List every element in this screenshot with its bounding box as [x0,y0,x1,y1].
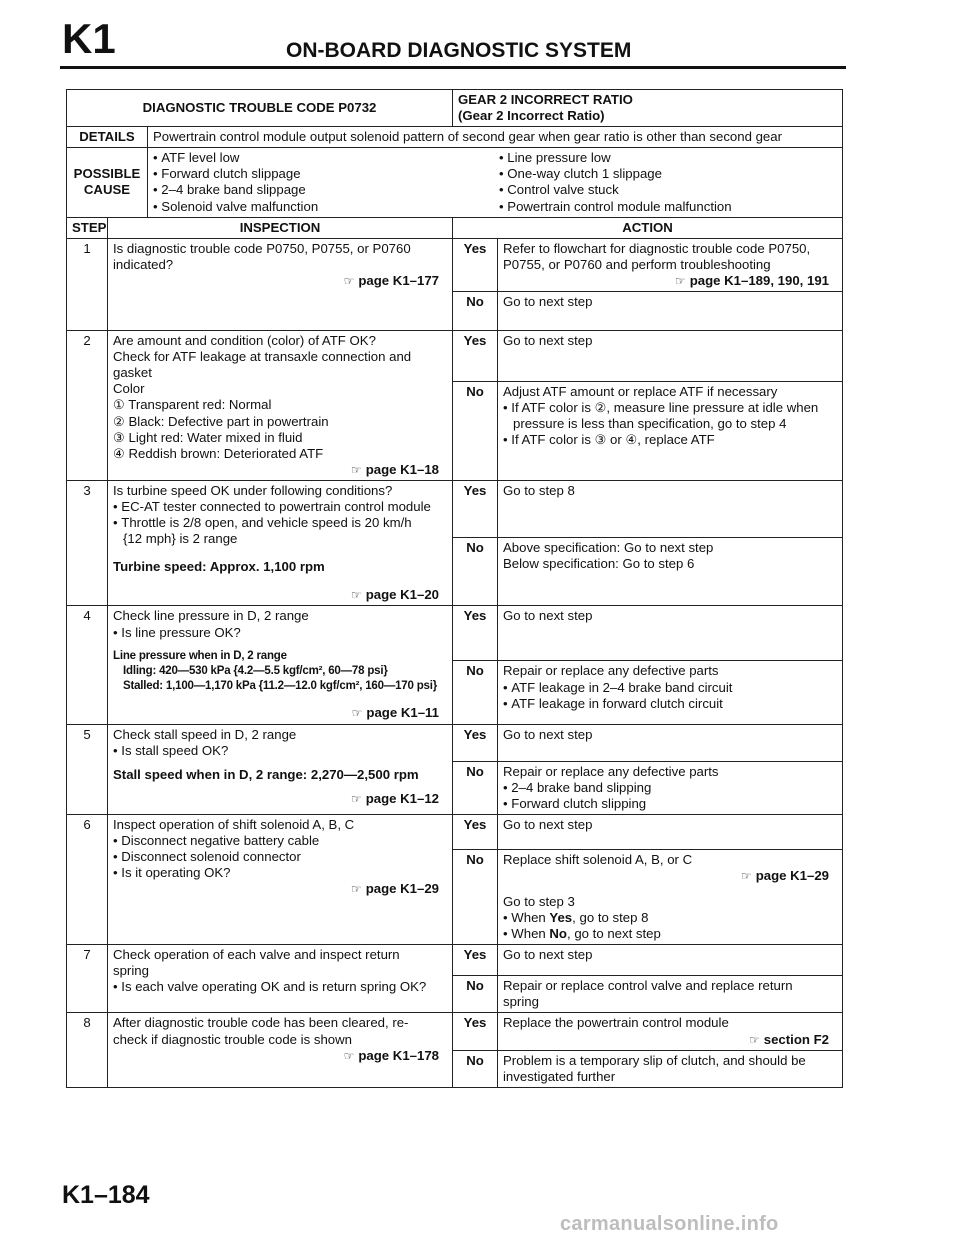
column-header-row [67,217,843,238]
possible-cause-label-line2: CAUSE [83,182,131,198]
step-row [67,331,843,382]
yes-label: Yes [453,945,498,976]
pointing-hand-icon: ☞ [350,791,362,806]
cause-item: • Forward clutch slippage [153,166,491,182]
step-row [67,606,843,661]
no-action [498,849,843,944]
pointing-hand-icon: ☞ [749,1032,760,1047]
no-label: No [453,382,498,481]
reference-text: page K1–178 [358,1047,439,1063]
action-line: Go to next step [503,294,593,310]
step-inspection [108,945,453,1013]
possible-cause-label-line1: POSSIBLE [73,166,141,182]
inspection-line: gasket [113,365,152,381]
cause-item: • One-way clutch 1 slippage [499,166,837,182]
inspection-line: ① Transparent red: Normal [113,397,272,413]
no-label: No [453,976,498,1013]
inspection-bullet: • Disconnect solenoid connector [113,849,447,865]
possible-cause-label [67,148,148,217]
step-row [67,945,843,976]
page-number: K1–184 [62,1181,150,1209]
action-line: Go to next step [503,947,593,963]
yes-label: Yes [453,1013,498,1050]
step-number: 8 [67,1013,108,1087]
col-inspection: INSPECTION [108,217,453,238]
action-line: Replace shift solenoid A, B, or C [503,851,693,867]
yes-label: Yes [453,724,498,761]
inspection-line: Are amount and condition (color) of ATF OK? [113,333,376,349]
inspection-bullet: • Throttle is 2/8 open, and vehicle speed is 20 km/h [113,515,447,531]
inspection-line: Check stall speed in D, 2 range [113,726,297,742]
diagnostic-table [66,89,843,1088]
inspection-bullet: • Is it operating OK? [113,865,447,881]
step-number: 5 [67,724,108,814]
inspection-bullet: • Disconnect negative battery cable [113,833,447,849]
yes-action [498,480,843,537]
reference [113,705,447,721]
action-line: spring [503,994,539,1010]
cause-item: • Control valve stuck [499,182,837,198]
yes-label: Yes [453,480,498,537]
step-row [67,724,843,761]
reference-text: page K1–177 [358,272,439,288]
dtc-label: DIAGNOSTIC TROUBLE CODE P0732 [67,90,453,127]
pointing-hand-icon: ☞ [343,273,355,288]
yes-action [498,814,843,849]
inspection-line: ④ Reddish brown: Deteriorated ATF [113,445,324,461]
inspection-spec: Stall speed when in D, 2 range: 2,270—2,500 rpm [113,766,419,782]
action-line: Repair or replace any defective parts [503,663,719,679]
action-line: Above specification: Go to next step [503,539,714,555]
inspection-line: Color [113,381,145,397]
details-text: Powertrain control module output solenoid pattern of second gear when gear ratio is other than second gear [148,127,843,148]
inspection-line: Is turbine speed OK under following conditions? [113,482,393,498]
inspection-line: Check operation of each valve and inspect return [113,947,400,963]
dtc-name [453,90,843,127]
action-line: Go to next step [503,333,593,349]
no-label: No [453,849,498,944]
no-action [498,382,843,481]
action-bullet: • If ATF color is ③ or ④, replace ATF [503,432,837,448]
inspection-bullet: • EC-AT tester connected to powertrain control module [113,499,447,515]
action-line: Go to next step [503,726,593,742]
step-number: 1 [67,238,108,330]
step-row [67,480,843,537]
inspection-line: {12 mph} is 2 range [123,531,238,547]
action-bullet [503,910,837,926]
no-label: No [453,537,498,606]
action-line: pressure is less than specification, go to step 4 [513,416,787,432]
inspection-line: Is diagnostic trouble code P0750, P0755, or P0760 [113,240,411,256]
yes-action [498,331,843,382]
step-number: 4 [67,606,108,724]
reference [503,1032,837,1048]
yes-action [498,606,843,661]
reference-text: section F2 [763,1031,829,1047]
inspection-spec: Line pressure when in D, 2 range [113,649,287,662]
step-number: 2 [67,331,108,481]
step-inspection [108,814,453,944]
cause-item: • Powertrain control module malfunction [499,199,837,215]
step-inspection [108,724,453,814]
pointing-hand-icon: ☞ [350,588,362,603]
possible-cause-row [67,148,843,217]
reference-text: page K1–29 [755,867,829,883]
action-line: Repair or replace control valve and replace return [503,978,793,994]
action-text-bold: No [549,926,567,942]
action-line: Adjust ATF amount or replace ATF if necessary [503,384,778,400]
inspection-bullet: • Is stall speed OK? [113,743,447,759]
action-bullet: • If ATF color is ②, measure line pressure at idle when [503,400,837,416]
col-action: ACTION [453,217,843,238]
yes-action [498,724,843,761]
pointing-hand-icon: ☞ [350,462,362,477]
action-line: Go to step 8 [503,482,575,498]
inspection-spec: Turbine speed: Approx. 1,100 rpm [113,559,325,575]
step-number: 3 [67,480,108,606]
pointing-hand-icon: ☞ [343,1048,355,1063]
yes-action [498,945,843,976]
dtc-row [67,90,843,127]
cause-item: • Line pressure low [499,150,837,166]
reference [113,791,447,807]
action-line: Go to next step [503,816,593,832]
no-label: No [453,761,498,814]
dtc-name-line1: GEAR 2 INCORRECT RATIO [458,92,633,107]
inspection-line: ③ Light red: Water mixed in fluid [113,429,303,445]
pointing-hand-icon: ☞ [350,882,362,897]
reference [113,273,447,289]
action-text: , go to next step [567,926,661,942]
cause-item: • Solenoid valve malfunction [153,199,491,215]
reference-text: page K1–189, 190, 191 [689,272,829,288]
pointing-hand-icon: ☞ [674,273,686,288]
inspection-bullet: • Is line pressure OK? [113,625,447,641]
no-action [498,1050,843,1087]
step-number: 6 [67,814,108,944]
action-bullet: • 2–4 brake band slipping [503,780,837,796]
no-label: No [453,292,498,331]
step-inspection [108,238,453,330]
action-line: Go to next step [503,608,593,624]
reference [503,273,837,289]
yes-label: Yes [453,606,498,661]
step-row [67,238,843,291]
inspection-line: Check line pressure in D, 2 range [113,608,309,624]
action-bullet [503,926,837,942]
pointing-hand-icon: ☞ [351,706,363,721]
reference-text: page K1–20 [365,587,439,603]
no-action [498,292,843,331]
action-line: Replace the powertrain control module [503,1015,729,1031]
action-text: , go to step 8 [572,910,649,926]
yes-action [498,1013,843,1050]
reference-text: page K1–18 [365,461,439,477]
inspection-line: ② Black: Defective part in powertrain [113,413,329,429]
no-label: No [453,1050,498,1087]
action-line: Below specification: Go to step 6 [503,555,695,571]
reference [113,1048,447,1064]
action-text: When [511,910,550,926]
reference-text: page K1–12 [365,790,439,806]
no-action [498,761,843,814]
reference [503,868,837,884]
step-inspection [108,480,453,606]
possible-cause-list [148,148,843,217]
action-line: Refer to flowchart for diagnostic trouble code P0750, [503,240,811,256]
details-label: DETAILS [67,127,148,148]
step-inspection [108,1013,453,1087]
yes-label: Yes [453,331,498,382]
action-line: Go to step 3 [503,894,575,909]
inspection-bullet: • Is each valve operating OK and is return spring OK? [113,979,447,995]
action-bullet: • ATF leakage in forward clutch circuit [503,696,837,712]
section-code: K1 [62,15,116,62]
action-bullet: • Forward clutch slipping [503,796,837,812]
yes-label: Yes [453,814,498,849]
cause-item: • 2–4 brake band slippage [153,182,491,198]
inspection-spec: Idling: 420—530 kPa {4.2—5.5 kgf/cm², 60—78 psi} [123,664,388,677]
no-action [498,537,843,606]
col-step: STEP [67,217,108,238]
no-label: No [453,661,498,724]
action-text: When [511,926,550,942]
action-line: investigated further [503,1068,616,1084]
inspection-spec: Stalled: 1,100—1,170 kPa {11.2—12.0 kgf/cm², 160—170 psi} [123,679,437,692]
step-number: 7 [67,945,108,1013]
inspection-line: Inspect operation of shift solenoid A, B, C [113,816,355,832]
step-inspection [108,331,453,481]
action-line: P0755, or P0760 and perform troubleshooting [503,256,771,272]
step-row [67,814,843,849]
reference [113,881,447,897]
cause-item: • ATF level low [153,150,491,166]
inspection-line: spring [113,963,149,979]
action-text-bold: Yes [549,910,573,926]
step-inspection [108,606,453,724]
yes-label: Yes [453,238,498,291]
action-line: Problem is a temporary slip of clutch, and should be [503,1052,806,1068]
reference-text: page K1–11 [366,705,439,721]
pointing-hand-icon: ☞ [740,868,752,883]
reference-text: page K1–29 [365,881,439,897]
page-title: ON-BOARD DIAGNOSTIC SYSTEM [286,39,632,62]
no-action [498,976,843,1013]
dtc-name-line2: (Gear 2 Incorrect Ratio) [458,108,605,124]
inspection-line: Check for ATF leakage at transaxle connection and [113,349,412,365]
yes-action [498,238,843,291]
action-bullet: • ATF leakage in 2–4 brake band circuit [503,680,837,696]
action-line: Repair or replace any defective parts [503,763,719,779]
no-action [498,661,843,724]
inspection-line: indicated? [113,256,174,272]
header-rule [60,66,846,69]
inspection-line: After diagnostic trouble code has been cleared, re- [113,1015,409,1031]
reference [113,462,447,478]
step-row [67,1013,843,1050]
watermark: carmanualsonline.info [560,1213,779,1235]
inspection-line: check if diagnostic trouble code is shown [113,1031,352,1047]
details-row [67,127,843,148]
reference [113,587,447,603]
